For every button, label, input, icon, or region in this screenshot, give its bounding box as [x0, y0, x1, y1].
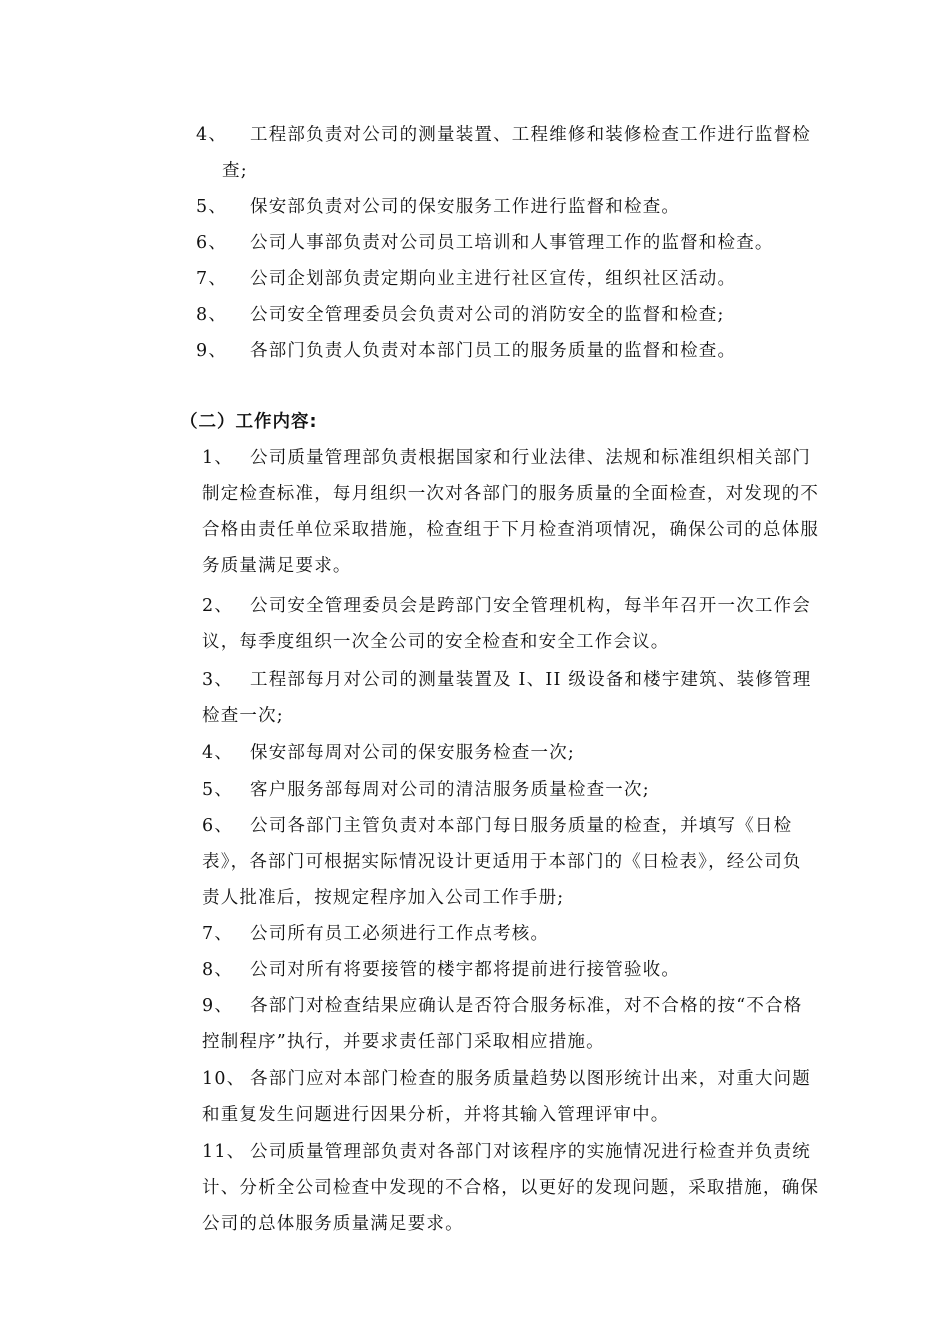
item-text: 合格由责任单位采取措施，检查组于下月检查消项情况，确保公司的总体服 — [202, 520, 820, 540]
item-number: 9、 — [196, 341, 228, 361]
item-text: 公司安全管理委员会负责对公司的消防安全的监督和检查; — [250, 305, 725, 325]
item-number: 9、 — [202, 996, 234, 1016]
item-number: 6、 — [196, 233, 228, 253]
item-text: 各部门应对本部门检查的服务质量趋势以图形统计出来，对重大问题 — [250, 1069, 811, 1089]
item-text: 议，每季度组织一次全公司的安全检查和安全工作会议。 — [202, 632, 670, 652]
item-number: 1、 — [202, 448, 234, 468]
item-number: 11、 — [202, 1142, 246, 1162]
item-text: 工程部负责对公司的测量装置、工程维修和装修检查工作进行监督检 — [250, 125, 811, 145]
item-text: 制定检查标准，每月组织一次对各部门的服务质量的全面检查，对发现的不 — [202, 484, 820, 504]
item-text: 控制程序”执行，并要求责任部门采取相应措施。 — [202, 1032, 605, 1052]
item-number: 3、 — [202, 670, 234, 690]
item-number: 5、 — [196, 197, 228, 217]
item-text: 公司人事部负责对公司员工培训和人事管理工作的监督和检查。 — [250, 233, 774, 253]
item-text: 责人批准后，按规定程序加入公司工作手册; — [202, 888, 565, 908]
item-text: 公司对所有将要接管的楼宇都将提前进行接管验收。 — [250, 960, 681, 980]
item-text: 各部门负责人负责对本部门员工的服务质量的监督和检查。 — [250, 341, 737, 361]
item-number: 8、 — [196, 305, 228, 325]
item-text: 公司的总体服务质量满足要求。 — [202, 1214, 464, 1234]
item-text: 公司所有员工必须进行工作点考核。 — [250, 924, 550, 944]
item-text: 保安部负责对公司的保安服务工作进行监督和检查。 — [250, 197, 681, 217]
item-text: 客户服务部每周对公司的清洁服务质量检查一次; — [250, 780, 650, 800]
item-number: 5、 — [202, 780, 234, 800]
item-number: 10、 — [202, 1069, 246, 1089]
item-text: 工程部每月对公司的测量装置及 I、II 级设备和楼宇建筑、装修管理 — [250, 670, 812, 690]
item-number: 6、 — [202, 816, 234, 836]
section-heading: （二）工作内容: — [180, 412, 318, 432]
item-number: 7、 — [196, 269, 228, 289]
item-text: 公司企划部负责定期向业主进行社区宣传，组织社区活动。 — [250, 269, 737, 289]
item-number: 4、 — [202, 743, 234, 763]
item-text: 公司安全管理委员会是跨部门安全管理机构，每半年召开一次工作会 — [250, 596, 811, 616]
item-text: 公司质量管理部负责对各部门对该程序的实施情况进行检查并负责统 — [250, 1142, 811, 1162]
item-text: 务质量满足要求。 — [202, 556, 352, 576]
item-text: 公司质量管理部负责根据国家和行业法律、法规和标准组织相关部门 — [250, 448, 811, 468]
item-number: 4、 — [196, 125, 228, 145]
item-number: 7、 — [202, 924, 234, 944]
item-text: 和重复发生问题进行因果分析，并将其输入管理评审中。 — [202, 1105, 670, 1125]
item-text: 表》，各部门可根据实际情况设计更适用于本部门的《日检表》，经公司负 — [202, 852, 802, 872]
item-number: 8、 — [202, 960, 234, 980]
item-number: 2、 — [202, 596, 234, 616]
item-text: 公司各部门主管负责对本部门每日服务质量的检查，并填写《日检 — [250, 816, 793, 836]
item-text: 检查一次; — [202, 706, 284, 726]
item-text: 查; — [222, 161, 248, 181]
item-text: 各部门对检查结果应确认是否符合服务标准，对不合格的按“不合格 — [250, 996, 803, 1016]
item-text: 计、分析全公司检查中发现的不合格，以更好的发现问题，采取措施，确保 — [202, 1178, 820, 1198]
item-text: 保安部每周对公司的保安服务检查一次; — [250, 743, 575, 763]
